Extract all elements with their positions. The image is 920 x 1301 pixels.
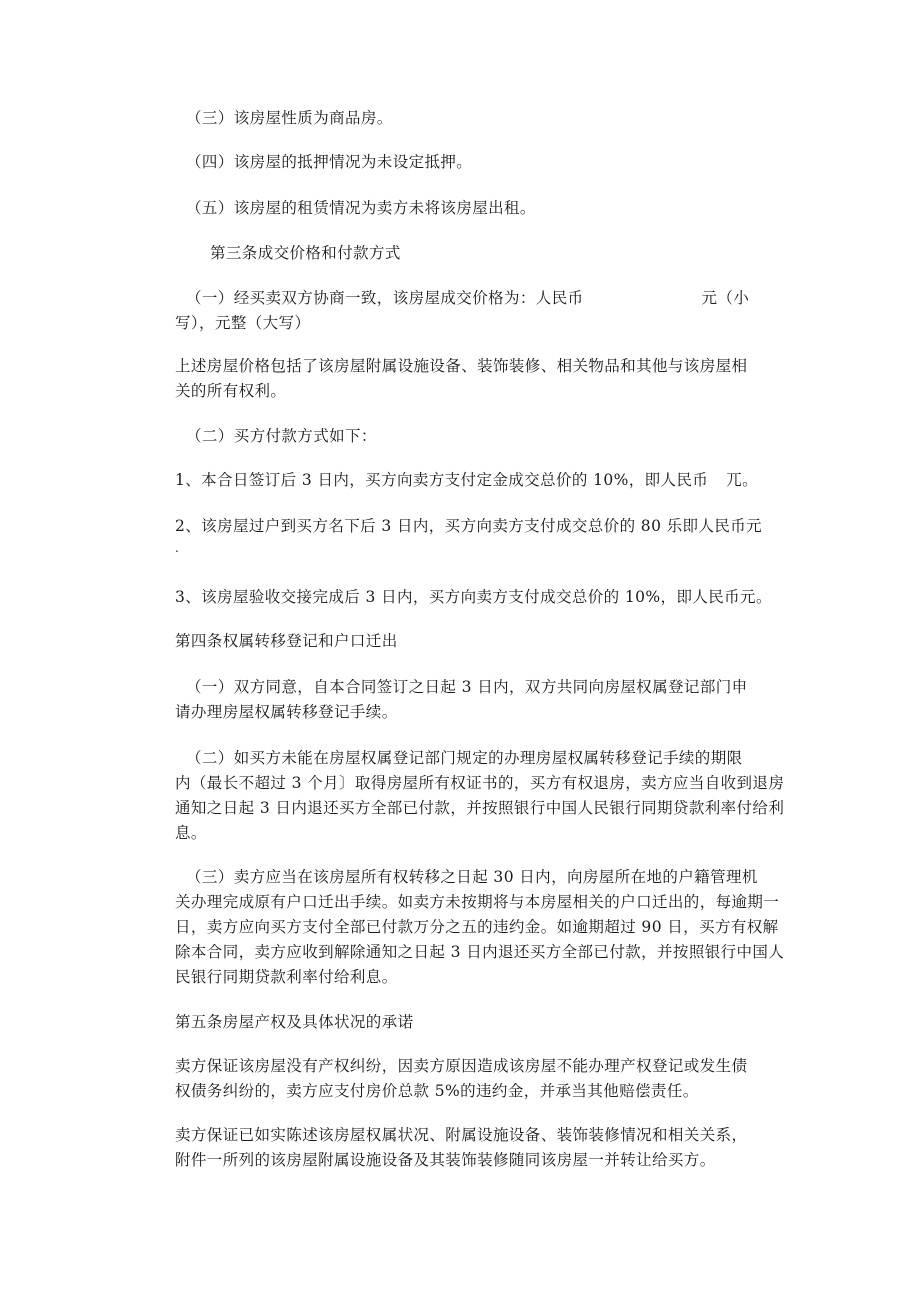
article-4-p3-line-3: 日，卖方应向买方支付全部已付款万分之五的违约金。如逾期超过 90 日，买方有权解 bbox=[175, 918, 779, 936]
clause-lease: （五）该房屋的租赁情况为卖方未将该房屋出租。 bbox=[186, 199, 536, 217]
payment-item-1-text: 1、本合日签订后 3 日内，买方向卖方支付定金成交总价的 10%，即人民币 bbox=[175, 471, 709, 489]
article-5-heading: 第五条房屋产权及具体状况的承诺 bbox=[175, 1013, 414, 1031]
article-5-p1-line-1: 卖方保证该房屋没有产权纠纷，因卖方原因造成该房屋不能办理产权登记或发生债 bbox=[175, 1057, 748, 1075]
price-line-2: 写），元整（大写） bbox=[175, 314, 311, 332]
article-4-heading: 第四条权属转移登记和户口迁出 bbox=[175, 632, 398, 650]
article-4-p2-line-3: 通知之日起 3 日内退还买方全部已付款，并按照银行中国人民银行同期贷款利率付给利 bbox=[175, 799, 785, 817]
article-4-p1-line-2: 请办理房屋权属转移登记手续。 bbox=[175, 703, 398, 721]
payment-item-1 bbox=[175, 468, 758, 493]
article-5-p2-line-2: 附件一所列的该房屋附属设施设备及其装饰装修随同该房屋一并转让给买方。 bbox=[175, 1151, 716, 1169]
article-4-p3-line-2: 关办理完成原有户口迁出手续。如卖方未按期将与本房屋相关的户口迁出的，每逾期一 bbox=[175, 893, 780, 911]
payment-heading: （二）买方付款方式如下： bbox=[186, 427, 377, 445]
article-4-p3-line-5: 民银行同期贷款利率付给利息。 bbox=[175, 968, 398, 986]
payment-item-1-unit: 兀。 bbox=[726, 471, 759, 489]
price-includes-paragraph bbox=[175, 354, 747, 404]
article-4-p3-line-4: 除本合同，卖方应收到解除通知之日起 3 日内退还买方全部已付款，并按照银行中国人 bbox=[175, 943, 785, 961]
article-4-p2-line-1: （二）如买方未能在房屋权属登记部门规定的办理房屋权属转移登记手续的期限 bbox=[186, 749, 743, 767]
payment-item-3: 3、该房屋验收交接完成后 3 日内，买方向卖方支付成交总价的 10%，即人民币元。 bbox=[175, 588, 772, 606]
price-includes-line-2: 关的所有权利。 bbox=[175, 382, 287, 400]
article-5-p1-line-2: 权债务纠纷的，卖方应支付房价总款 5%的违约金，并承当其他赔偿责任。 bbox=[175, 1082, 699, 1100]
price-unit: 元（小 bbox=[701, 289, 750, 307]
article-4-p2-line-2: 内（最长不超过 3 个月〕取得房屋所有权证书的，买方有权退房，卖方应当自收到退房 bbox=[175, 774, 785, 792]
price-clause bbox=[186, 286, 749, 311]
article-4-p3-line-1: （三）卖方应当在该房屋所有权转移之日起 30 日内，向房屋所在地的户籍管理机 bbox=[186, 868, 758, 886]
article-4-p1-line-1: （一）双方同意，自本合同签订之日起 3 日内，双方共同向房屋权属登记部门申 bbox=[186, 678, 748, 696]
price-line-1: （一）经买卖双方协商一致，该房屋成交价格为：人民币 bbox=[186, 289, 584, 307]
article-3-heading: 第三条成交价格和付款方式 bbox=[210, 244, 401, 262]
clause-mortgage: （四）该房屋的抵押情况为未设定抵押。 bbox=[186, 153, 473, 171]
stray-dot: . bbox=[175, 541, 180, 555]
price-includes-line-1: 上述房屋价格包括了该房屋附属设施设备、装饰装修、相关物品和其他与该房屋相 bbox=[175, 357, 748, 375]
clause-nature: （三）该房屋性质为商品房。 bbox=[186, 109, 393, 127]
article-5-p2-line-1: 卖方保证已如实陈述该房屋权属状况、附属设施设备、装饰装修情况和相关关系， bbox=[175, 1126, 748, 1144]
payment-item-2: 2、该房屋过户到买方名下后 3 日内，买方向卖方支付成交总价的 80 乐即人民币元 bbox=[175, 517, 763, 535]
article-4-p2-line-4: 息。 bbox=[175, 824, 207, 842]
